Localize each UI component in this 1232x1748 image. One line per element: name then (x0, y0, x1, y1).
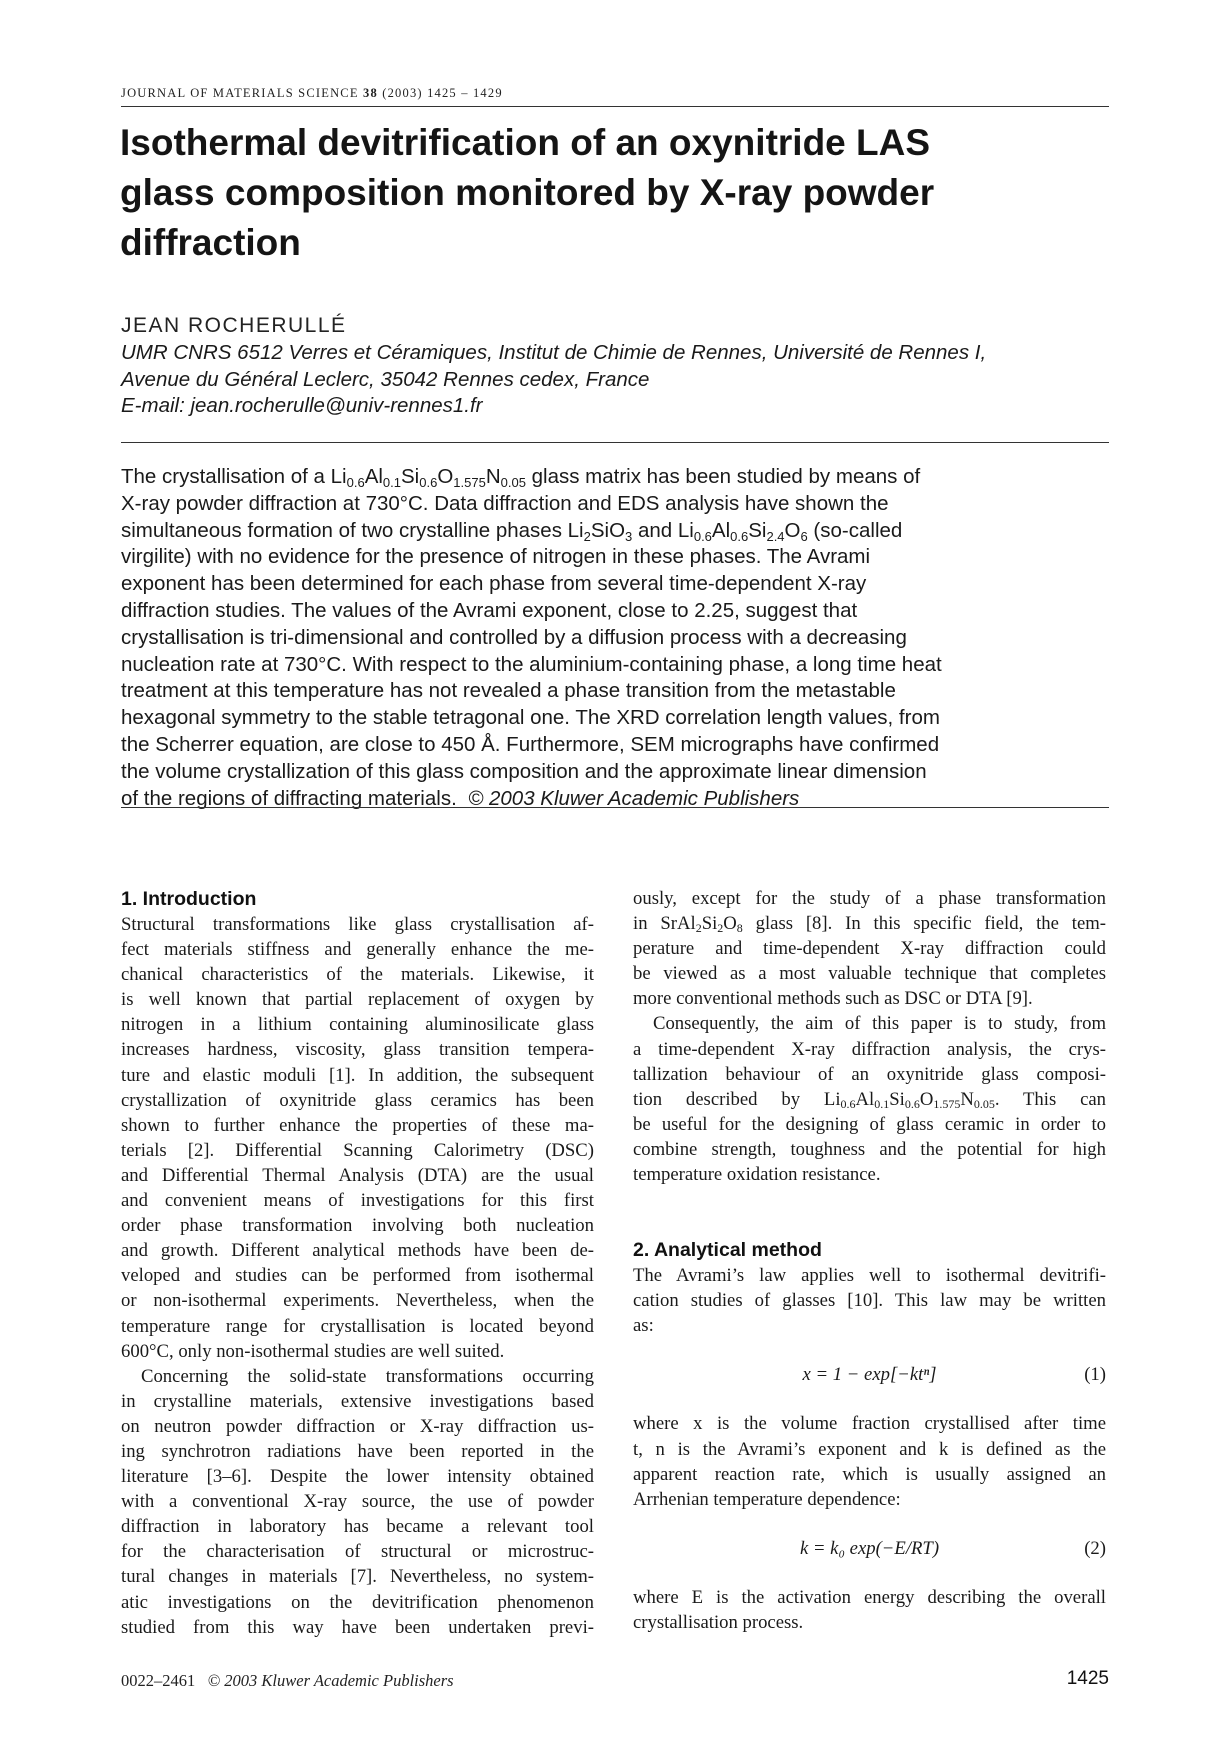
body-line: with a conventional X-ray source, the use of powder (121, 1491, 594, 1513)
header-rule (121, 106, 1109, 107)
body-line: crystallisation process. (633, 1611, 804, 1633)
equation-1-expression: x = 1 − exp[−ktⁿ] (802, 1364, 937, 1386)
affiliation-line: Avenue du Général Leclerc, 35042 Rennes cedex, France (121, 367, 650, 391)
body-line: tion described by $Li_{0.6}Al_{0.1}Si_{0.6}O_{1.575}N_{0.05}$. This can (633, 1088, 1107, 1111)
footer-issn-copyright (121, 1671, 454, 1691)
journal-volume: 38 (363, 86, 378, 100)
aim-paragraph-continued (633, 1112, 1106, 1187)
abstract-line: of the regions of diffracting materials. © 2003 Kluwer Academic Publishers (121, 786, 800, 810)
abstract-line: crystallisation is tri-dimensional and controlled by a diffusion process with a decreasing (121, 625, 907, 649)
affiliation-line: UMR CNRS 6512 Verres et Céramiques, Institut de Chimie de Rennes, Université de Rennes I, (121, 341, 987, 364)
body-line: combine strength, toughness and the potential for high (633, 1138, 1106, 1160)
body-line: where E is the activation energy describing the overall (633, 1586, 1106, 1608)
body-line: diffraction in laboratory has became a relevant tool (121, 1516, 594, 1538)
body-line: literature [3–6]. Despite the lower intensity obtained (121, 1466, 594, 1488)
body-line: be useful for the designing of glass ceramic in order to (633, 1113, 1106, 1135)
abstract-line: The crystallisation of a $Li_{0.6}Al_{0.1}Si_{0.6}O_{1.575}N_{0.05}$ glass matrix has been studied by means of (121, 465, 921, 490)
title-line: diffraction (120, 222, 301, 263)
abstract-line: exponent has been determined for each phase from several time-dependent X-ray (121, 572, 867, 596)
body-line: shown to further enhance the properties of these ma- (121, 1114, 594, 1136)
abstract-line: treatment at this temperature has not revealed a phase transition from the metastable (121, 679, 896, 703)
journal-year-pages: (2003) 1425 – 1429 (382, 86, 503, 100)
running-head (121, 86, 1109, 101)
body-line: Concerning the solid-state transformations occurring (141, 1365, 594, 1387)
body-line: temperature oxidation resistance. (633, 1164, 881, 1186)
section-heading-analytical-method: 2. Analytical method (633, 1239, 822, 1262)
body-line: apparent reaction rate, which is usually assigned an (633, 1463, 1106, 1485)
body-line: cation studies of glasses [10]. This law may be written (633, 1290, 1106, 1312)
abstract-line: virgilite) with no evidence for the presence of nitrogen in these phases. The Avrami (121, 545, 871, 569)
abstract-line: simultaneous formation of two crystalline phases $Li_2SiO_3$ and $Li_{0.6}Al_{0.6}Si_{2.4}O_6$ (so-called (121, 518, 903, 544)
body-line: tallization behaviour of an oxynitride glass composi- (633, 1063, 1106, 1085)
body-line: is well known that partial replacement of oxygen by (121, 989, 594, 1011)
footer-issn: 0022–2461 (121, 1671, 196, 1690)
body-line: ously, except for the study of a phase transformation (633, 888, 1106, 909)
author-name: JEAN ROCHERULLÉ (121, 314, 347, 337)
section-heading-introduction: 1. Introduction (121, 888, 257, 910)
abstract-line: the Scherrer equation, are close to 450 Å. Furthermore, SEM micrographs have confirmed (121, 732, 940, 756)
equation-2-expression: k = k₀ exp(−E/RT) (799, 1537, 940, 1559)
body-line: chanical characteristics of the materials. Likewise, it (121, 964, 594, 986)
body-line: temperature range for crystallisation is located beyond (121, 1315, 594, 1337)
intro-paragraph-2 (121, 1364, 594, 1640)
body-line: more conventional methods such as DSC or DTA [9]. (633, 988, 1033, 1010)
body-line: and convenient means of investigations for this first (121, 1190, 594, 1212)
body-line: ing synchrotron radiations have been reported in the (121, 1440, 594, 1462)
journal-name: JOURNAL OF MATERIALS SCIENCE (121, 86, 359, 100)
body-line: order phase transformation involving both nucleation (121, 1215, 594, 1237)
body-line: t, n is the Avrami’s exponent and k is defined as the (633, 1438, 1106, 1460)
abstract-top-rule (121, 442, 1109, 443)
footer-copyright: © 2003 Kluwer Academic Publishers (207, 1671, 454, 1690)
abstract-line: hexagonal symmetry to the stable tetragonal one. The XRD correlation length values, from (121, 706, 940, 730)
abstract-line: the volume crystallization of this glass composition and the approximate linear dimension (121, 759, 927, 783)
body-line: perature and time-dependent X-ray diffraction could (633, 938, 1106, 960)
body-line: studied from this way have been undertaken previ- (121, 1616, 594, 1638)
abstract-copyright: © 2003 Kluwer Academic Publishers (468, 786, 800, 810)
abstract-line: diffraction studies. The values of the Avrami exponent, close to 2.25, suggest that (121, 598, 858, 622)
body-line: fect materials stiffness and generally enhance the me- (121, 939, 594, 961)
body-line: The Avrami’s law applies well to isothermal devitrifi- (633, 1265, 1106, 1287)
body-line: Consequently, the aim of this paper is to study, from (653, 1013, 1106, 1035)
right-column (633, 886, 1106, 1635)
paper-title (120, 118, 1110, 268)
body-line: as: (633, 1315, 654, 1337)
page-number: 1425 (1066, 1668, 1109, 1689)
body-line: a time-dependent X-ray diffraction analysis, the crys- (633, 1038, 1106, 1060)
intro-paragraph-1 (121, 912, 594, 1364)
body-line: be viewed as a most valuable technique that completes (633, 963, 1106, 985)
body-line: where x is the volume fraction crystallised after time (633, 1413, 1106, 1435)
intro-paragraph-continued (633, 936, 1106, 1011)
method-paragraph-3 (633, 1585, 1106, 1635)
title-line: Isothermal devitrification of an oxynitride LAS (120, 122, 931, 163)
body-line: tural changes in materials [7]. Nevertheless, no system- (121, 1566, 594, 1588)
equation-1-number: (1) (1084, 1364, 1106, 1386)
body-line: and growth. Different analytical methods have been de- (121, 1240, 594, 1262)
author-affiliation (121, 340, 1111, 420)
method-paragraph-1 (633, 1263, 1106, 1338)
equation-1 (633, 1362, 1106, 1387)
body-line: in crystalline materials, extensive investigations based (121, 1390, 594, 1412)
body-line: 600°C, only non-isothermal studies are well suited. (121, 1340, 505, 1362)
body-line: Arrhenian temperature dependence: (633, 1488, 901, 1510)
body-line: or non-isothermal experiments. Nevertheless, when the (121, 1290, 594, 1312)
abstract (121, 464, 1111, 812)
body-line: veloped and studies can be performed from isothermal (121, 1265, 594, 1287)
method-paragraph-2 (633, 1411, 1106, 1511)
body-line: and Differential Thermal Analysis (DTA) are the usual (121, 1164, 594, 1186)
body-line: crystallization of oxynitride glass ceramics has been (121, 1089, 594, 1111)
body-line: ture and elastic moduli [1]. In addition, the subsequent (121, 1064, 594, 1086)
equation-2-number: (2) (1084, 1537, 1106, 1559)
body-line: nitrogen in a lithium containing aluminosilicate glass (121, 1014, 594, 1036)
section-spacer (633, 1187, 1106, 1237)
body-line: atic investigations on the devitrification phenomenon (121, 1591, 594, 1613)
body-line: terials [2]. Differential Scanning Calorimetry (DSC) (121, 1139, 594, 1161)
body-line: in $SrAl_2Si_2O_8$ glass [8]. In this specific field, the tem- (633, 913, 1106, 936)
body-line: increases hardness, viscosity, glass transition tempera- (121, 1039, 594, 1061)
equation-2 (633, 1536, 1106, 1561)
abstract-line: nucleation rate at 730°C. With respect to the aluminium-containing phase, a long time heat (121, 652, 942, 676)
abstract-line: X-ray powder diffraction at 730°C. Data diffraction and EDS analysis have shown the (121, 491, 889, 515)
abstract-bottom-rule (121, 807, 1109, 808)
left-column (121, 886, 594, 1640)
author-email: E-mail: jean.rocherulle@univ-rennes1.fr (121, 394, 483, 417)
title-line: glass composition monitored by X-ray powder (120, 172, 935, 213)
body-line: on neutron powder diffraction or X-ray diffraction us- (121, 1415, 594, 1437)
body-line: for the characterisation of structural or microstruc- (121, 1541, 594, 1563)
body-line: Structural transformations like glass crystallisation af- (121, 914, 594, 935)
